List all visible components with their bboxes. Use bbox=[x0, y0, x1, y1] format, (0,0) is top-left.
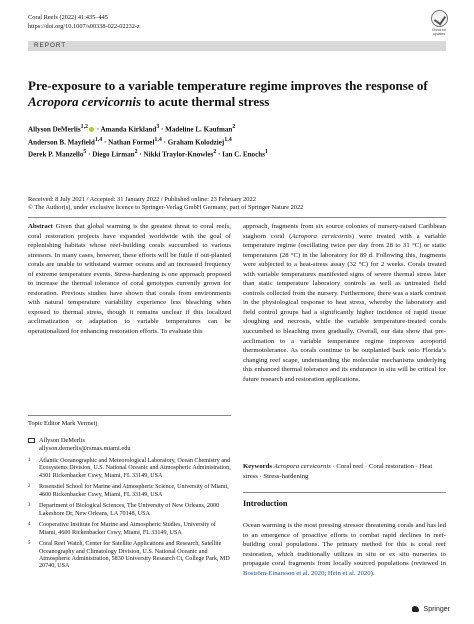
publisher-name: Springer bbox=[423, 605, 450, 613]
corresponding-author bbox=[28, 437, 231, 445]
journal-citation: Coral Reefs (2022) 41:435–445 bbox=[28, 14, 108, 21]
affiliation-text: Coral Reef Watch, Center for Satellite Applications and Research, Satellite Oceanography and Climatology Division, U.S. National Oceanic and Atmospheric Administration, 5830 University Research Ct, College Park, MD 20740, USA bbox=[39, 541, 230, 570]
author-affiliation-sup: 2 bbox=[232, 124, 236, 130]
divider bbox=[28, 217, 446, 218]
springer-horse-icon bbox=[411, 604, 421, 614]
introduction-heading: Introduction bbox=[243, 499, 288, 508]
introduction-body: Ocean warming is the most pressing stressor threatening corals and has led to an emergence of proactive efforts to combat rapid declines in reef-building coral populations. The primary method for this is coral reef restoration, which traditionally utilizes in situ or ex situ nurseries to propagate coral fragments from locally sourced populations (reviewed in bbox=[243, 522, 446, 568]
affiliation-item bbox=[28, 541, 231, 571]
copyright-notice: © The Author(s), under exclusive licence to Springer-Verlag GmbH Germany, part of Springer Nature 2022 bbox=[28, 204, 304, 212]
author-name[interactable]: · Diego Lirman bbox=[86, 150, 135, 159]
section-label: REPORT bbox=[34, 42, 67, 49]
check-updates-label: Check for updates bbox=[431, 28, 447, 36]
author-affiliation-sup: 3 bbox=[156, 124, 160, 130]
author-name[interactable]: · Ian C. Enochs bbox=[216, 150, 265, 159]
keyword-list: · Coral reef · Coral restoration · Heat stress · Stress-hardening bbox=[243, 463, 433, 480]
received-dates: Received: 8 July 2021 / Accepted: 31 January 2022 / Published online: 23 February 2022 bbox=[28, 196, 256, 203]
title-part-1: Pre-exposure to a variable temperature regime improves the response of bbox=[28, 78, 428, 93]
author-affiliation-sup: 5 bbox=[83, 149, 87, 156]
envelope-icon bbox=[28, 438, 35, 443]
abstract-continued-a: approach, fragments from six source colonies of nursery-raised Caribbean staghorn coral ( bbox=[243, 223, 446, 240]
abstract-right-column bbox=[243, 222, 446, 384]
affiliation-item bbox=[28, 522, 231, 537]
affiliation-text: Department of Biological Sciences, The University of New Orleans, 2000 Lakeshore Dr, New Orleans, LA 70148, USA bbox=[39, 503, 220, 517]
title-part-2: to acute thermal stress bbox=[141, 93, 270, 109]
affiliation-text: Cooperative Institute for Marine and Atmospheric Studies, University of Miami, 4600 Rickenbacker Cswy, Miami, FL 33149, USA bbox=[39, 522, 216, 536]
author-name[interactable]: · Madeline L. Kaufman bbox=[159, 125, 233, 134]
affiliation-number: 3 bbox=[28, 503, 31, 509]
introduction-end: ). bbox=[370, 569, 375, 577]
abstract-continued-b: ) were treated with a variable temperature regime (oscillating twice per day from 28 to 31 °C) or static temperatures (28 °C) in the laboratory for 89 d. Following this, fragments were subjected to a heat-stress assay (32 °C) for 2 weeks. Corals treated with variable temperatures manifested signs of severe thermal stress later than static temperature laboratory controls as well as untreated field controls collected from the nursery. Furthermore, there was a stark contrast in the physiological response to heat stress, whereby the laboratory and field control groups had a significantly higher incidence of rapid tissue sloughing and necrosis, while the variable temperature-treated corals succumbed to bleaching more gradually. Overall, our data show that pre-acclimation to a variable temperature regime improves acroporid thermotolerance. As corals continue to be outplanted back onto Florida’s changing reef scape, understanding the molecular mechanisms underlying this enhanced thermal tolerance and its endurance in situ will be critical for future research and restoration applications. bbox=[243, 232, 447, 383]
author-affiliation-sup: 2 bbox=[134, 149, 138, 156]
divider bbox=[28, 415, 231, 416]
affiliation-text: Rosenstiel School for Marine and Atmospheric Science, University of Miami, 4600 Rickenbacker Cswy, Miami, FL 33149, USA bbox=[39, 484, 229, 498]
author-name[interactable]: Anderson B. Mayfield bbox=[28, 138, 95, 147]
affiliation-number: 5 bbox=[28, 541, 31, 547]
keywords-label: Keywords bbox=[243, 463, 272, 470]
affiliation-number: 1 bbox=[28, 458, 31, 463]
author-line-1 bbox=[28, 122, 448, 135]
author-affiliation-sup: 1,4 bbox=[224, 136, 232, 143]
keyword-species: Acropora cervicornis bbox=[273, 463, 331, 470]
section-bar bbox=[28, 41, 446, 51]
introduction-text bbox=[243, 521, 446, 578]
orcid-icon[interactable] bbox=[89, 127, 94, 132]
author-affiliation-sup: 1,4 bbox=[154, 136, 162, 143]
affiliation-item bbox=[28, 484, 231, 499]
author-name[interactable]: · Amanda Kirkland bbox=[95, 125, 157, 134]
abstract-label: Abstract bbox=[28, 223, 53, 230]
divider bbox=[243, 492, 446, 493]
affiliations bbox=[28, 458, 231, 575]
author-name[interactable]: · Nathan Formel bbox=[102, 138, 155, 147]
publisher-logo bbox=[411, 604, 450, 614]
article-title bbox=[28, 78, 448, 109]
author-list bbox=[28, 122, 448, 160]
check-updates-icon bbox=[431, 10, 448, 27]
reference-separator: ; bbox=[324, 569, 328, 577]
author-name[interactable]: Allyson DeMerlis bbox=[28, 125, 81, 134]
abstract-text: Given that global warming is the greatest threat to coral reefs, coral restoration projects have expanded worldwide with the goal of replenishing habitats whose reef-building corals succumbed to various stressors. In many cases, however, these efforts will be futile if out-planted corals are unable to withstand warmer oceans and an increased frequency of extreme temperature events. Stress-hardening is one approach proposed to increase the thermal tolerance of coral genotypes currently grown for restoration. Previous studies have shown that corals from environments with natural temperature variability experience less bleaching when exposed to thermal stress, though it remains unclear if this localized acclimatization or adaptation to variable temperatures can be operationalized for enhancing restoration efforts. To evaluate this bbox=[28, 223, 231, 336]
check-for-updates-button[interactable] bbox=[428, 10, 450, 36]
author-name[interactable]: Derek P. Manzello bbox=[28, 150, 84, 159]
reference-link[interactable]: Boström-Einarsson et al. 2020 bbox=[243, 569, 325, 577]
author-affiliation-sup: 2 bbox=[213, 149, 217, 156]
author-affiliation-sup: 1 bbox=[264, 149, 268, 156]
keywords bbox=[243, 462, 446, 481]
title-species: Acropora cervicornis bbox=[28, 93, 142, 109]
affiliation-number: 2 bbox=[28, 484, 31, 490]
abstract-left-column bbox=[28, 222, 231, 337]
corresponding-author-name: Allyson DeMerlis bbox=[39, 437, 85, 444]
author-affiliation-sup: 1,4 bbox=[94, 136, 103, 143]
affiliation-text: Atlantic Oceanographic and Meteorological Laboratory, Ocean Chemistry and Ecosystems Division, U.S. National Oceanic and Atmospheric Administration, 4301 Rickenbacker Cswy, Miami, FL 33149, USA bbox=[39, 458, 231, 479]
reference-link[interactable]: Hein et al. 2020 bbox=[327, 569, 371, 577]
author-name[interactable]: · Graham Kolodziej bbox=[161, 138, 225, 147]
author-name[interactable]: · Nikki Traylor-Knowles bbox=[137, 150, 214, 159]
affiliation-item bbox=[28, 458, 231, 480]
corresponding-email[interactable]: allyson.demerlis@rsmas.miami.edu bbox=[39, 445, 131, 452]
doi-link[interactable]: https://doi.org/10.1007/s00338-022-02232-z bbox=[28, 23, 140, 30]
topic-editor: Topic Editor Mark Vermeij bbox=[28, 420, 98, 427]
author-affiliation-sup: 1,2 bbox=[80, 124, 88, 130]
affiliation-item bbox=[28, 503, 231, 518]
correspondence bbox=[28, 437, 231, 453]
affiliation-number: 4 bbox=[28, 522, 31, 528]
publication-dates bbox=[28, 196, 448, 212]
author-line-3 bbox=[28, 147, 448, 160]
abstract-species: Acropora cervicornis bbox=[291, 232, 352, 240]
author-line-2 bbox=[28, 135, 448, 148]
